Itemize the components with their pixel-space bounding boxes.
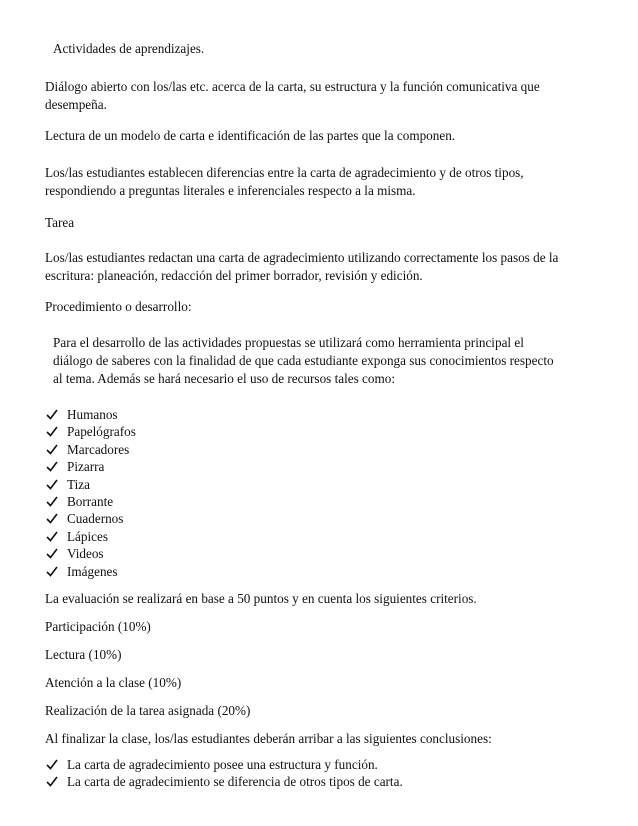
list-item: [45, 476, 136, 493]
list-item: [45, 406, 136, 423]
conclusions-list: [45, 756, 403, 791]
check-mark-icon: [46, 423, 60, 440]
criterion-participacion: Participación (10%): [45, 619, 151, 634]
check-mark-icon: [46, 406, 60, 423]
list-item-label: Imágenes: [67, 563, 118, 579]
list-item: [45, 458, 136, 475]
check-mark-icon: [46, 756, 60, 773]
list-item-label: Marcadores: [67, 441, 130, 457]
resources-list: [45, 406, 136, 580]
criterion-tarea: Realización de la tarea asignada (20%): [45, 703, 251, 718]
paragraph-dialogo: Diálogo abierto con los/las etc. acerca de la carta, su estructura y la función comunicativa que desempeña.: [45, 79, 540, 112]
list-item-label: Tiza: [67, 476, 90, 492]
check-mark-icon: [46, 545, 60, 562]
list-item-label: Borrante: [67, 493, 114, 509]
check-mark-icon: [46, 493, 60, 510]
list-item-label: La carta de agradecimiento posee una estructura y función.: [67, 757, 378, 772]
list-item: [45, 493, 136, 510]
list-item: [45, 773, 403, 790]
check-mark-icon: [46, 441, 60, 458]
paragraph-lectura-modelo: Lectura de un modelo de carta e identificación de las partes que la componen.: [45, 128, 456, 143]
list-item-label: Cuadernos: [67, 511, 124, 527]
paragraph-procedimiento: Para el desarrollo de las actividades propuestas se utilizará como herramienta principal el diálogo de saberes con la finalidad de que cada estudiante exponga sus conocimientos respecto al tema. Además se hará necesario el uso de recursos tales como:: [53, 335, 554, 386]
list-item-label: Humanos: [67, 407, 118, 422]
label-tarea: Tarea: [45, 215, 75, 230]
list-item: [45, 563, 136, 580]
section-heading-actividades: Actividades de aprendizajes.: [53, 41, 205, 56]
list-item: [45, 510, 136, 527]
check-mark-icon: [46, 528, 60, 545]
check-mark-icon: [46, 563, 60, 580]
list-item: [45, 545, 136, 562]
paragraph-conclusiones: Al finalizar la clase, los/las estudiantes deberán arribar a las siguientes conclusiones:: [45, 731, 492, 746]
list-item: [45, 441, 136, 458]
paragraph-diferencias: Los/las estudiantes establecen diferencias entre la carta de agradecimiento y de otros tipos, respondiendo a preguntas literales e inferenciales respecto a la misma.: [45, 165, 524, 198]
list-item-label: Videos: [67, 546, 104, 562]
check-mark-icon: [46, 773, 60, 790]
check-mark-icon: [46, 476, 60, 493]
paragraph-evaluacion: La evaluación se realizará en base a 50 puntos y en cuenta los siguientes criterios.: [45, 591, 477, 606]
criterion-atencion: Atención a la clase (10%): [45, 675, 182, 690]
check-mark-icon: [46, 510, 60, 527]
paragraph-tarea: Los/las estudiantes redactan una carta de agradecimiento utilizando correctamente los pasos de la escritura: planeación, redacción del primer borrador, revisión y edición.: [45, 250, 559, 283]
list-item: [45, 756, 403, 773]
check-mark-icon: [46, 458, 60, 475]
list-item-label: Pizarra: [67, 459, 105, 475]
list-item-label: La carta de agradecimiento se diferencia de otros tipos de carta.: [67, 774, 403, 790]
list-item: [45, 423, 136, 440]
label-procedimiento: Procedimiento o desarrollo:: [45, 299, 192, 314]
list-item-label: Lápices: [67, 528, 109, 544]
list-item-label: Papelógrafos: [67, 424, 136, 440]
criterion-lectura: Lectura (10%): [45, 647, 122, 662]
list-item: [45, 528, 136, 545]
